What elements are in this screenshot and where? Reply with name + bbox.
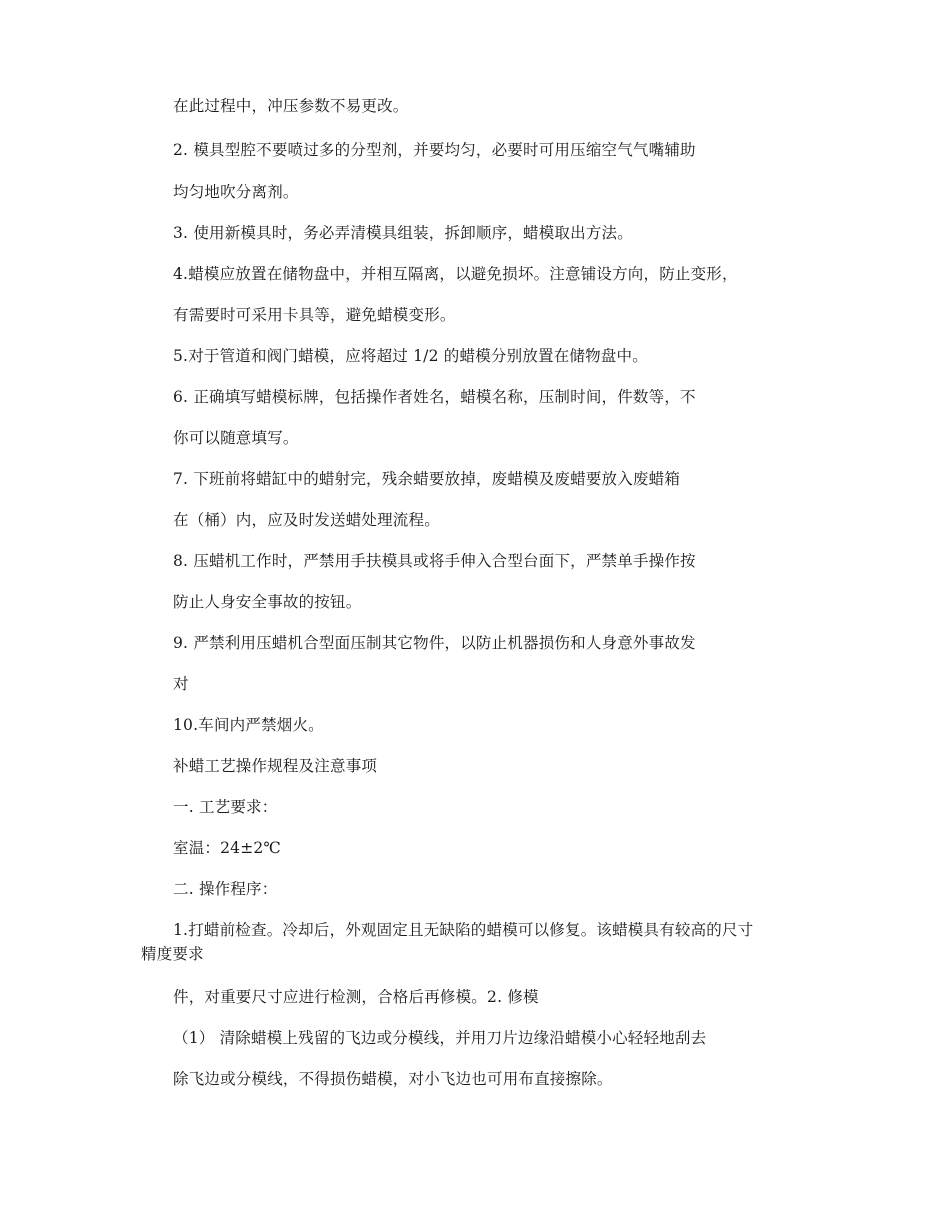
text-line: 在（桶）内，应及时发送蜡处理流程。: [173, 511, 440, 529]
text-line: 5.对于管道和阀门蜡模，应将超过 1/2 的蜡模分别放置在储物盘中。: [173, 347, 648, 365]
text-line: 有需要时可采用卡具等，避免蜡模变形。: [173, 306, 456, 324]
text-line: 3. 使用新模具时，务必弄清模具组装，拆卸顺序，蜡模取出方法。: [173, 224, 633, 242]
text-line: 精度要求: [141, 945, 204, 963]
text-line: 室温：24±2℃: [173, 839, 282, 857]
text-line: 件，对重要尺寸应进行检测，合格后再修模。2. 修模: [173, 988, 539, 1006]
section-heading: 补蜡工艺操作规程及注意事项: [173, 757, 378, 775]
text-line: 你可以随意填写。: [173, 429, 299, 447]
text-line: 均匀地吹分离剂。: [173, 183, 299, 201]
text-line: 6. 正确填写蜡模标牌，包括操作者姓名，蜡模名称，压制时间，件数等，不: [173, 388, 696, 406]
text-line: 在此过程中，冲压参数不易更改。: [173, 97, 409, 115]
text-line: 1.打蜡前检查。冷却后，外观固定且无缺陷的蜡模可以修复。该蜡模具有较高的尺寸: [173, 921, 754, 939]
subsection-heading: 一. 工艺要求：: [173, 798, 278, 816]
text-line: 7. 下班前将蜡缸中的蜡射完，残余蜡要放掉，废蜡模及废蜡要放入废蜡箱: [173, 470, 681, 488]
text-line: 8. 压蜡机工作时，严禁用手扶模具或将手伸入合型台面下，严禁单手操作按: [173, 552, 696, 570]
text-line: 2. 模具型腔不要喷过多的分型剂，并要均匀，必要时可用压缩空气气嘴辅助: [173, 141, 696, 159]
text-line: 除飞边或分模线，不得损伤蜡模，对小飞边也可用布直接擦除。: [173, 1070, 613, 1088]
text-line: 10.车间内严禁烟火。: [173, 716, 324, 734]
text-line: 9. 严禁利用压蜡机合型面压制其它物件，以防止机器损伤和人身意外事故发: [173, 634, 696, 652]
text-line: 4.蜡模应放置在储物盘中，并相互隔离，以避免损坏。注意铺设方向，防止变形，: [173, 265, 738, 283]
text-line: 对: [173, 675, 189, 693]
text-line: 防止人身安全事故的按钮。: [173, 593, 362, 611]
subsection-heading: 二. 操作程序：: [173, 880, 278, 898]
text-line: （1） 清除蜡模上残留的飞边或分模线，并用刀片边缘沿蜡模小心轻轻地刮去: [173, 1029, 707, 1047]
